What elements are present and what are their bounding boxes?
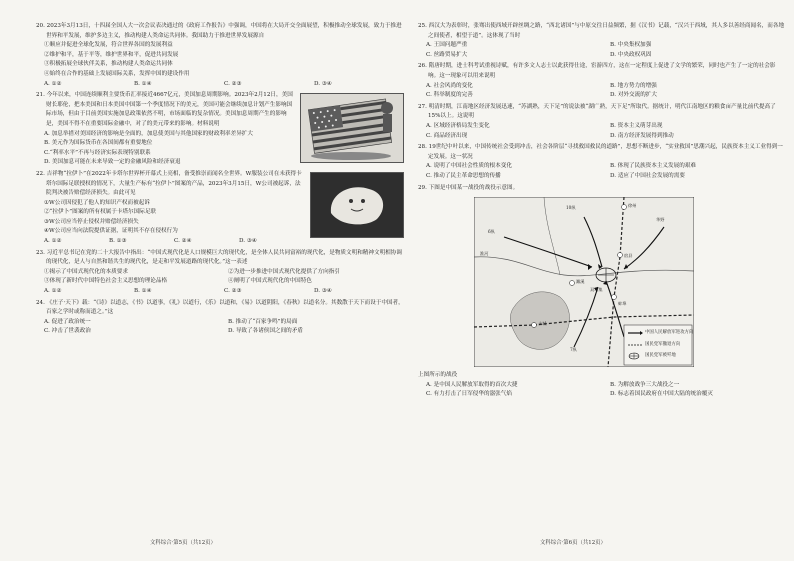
statement-item: ④阐明了中国式现代化的中国特色 <box>228 278 312 285</box>
page-footer-right: 文科综合·第6页（共12页） <box>540 540 606 546</box>
question-stem: 20. 2023年3月13日，十四届全国人大一次会议表决通过的《政府工作报告》中强调，中国将在大局开交全面展望，积极推动全球发展，致力于推进世界和平发展，维护多边主义，推动构建人类命运共同体。我国助力于推进世界发展源自 <box>36 23 402 39</box>
option: B. 美元作为国际货币在各国间都有重要地位 <box>44 140 153 147</box>
legend-item: 国民党军被歼地 <box>645 353 676 359</box>
choice: C. 推动了民主革命思想的传播 <box>426 172 501 179</box>
legend-item: 中国人民解放军进攻方向 <box>645 330 694 336</box>
question-21 <box>36 91 404 168</box>
question-28 <box>418 143 786 181</box>
statement-item: ④始终在合作的基础上发展国际关系，发挥中国的建设作用 <box>44 70 190 77</box>
map-label: 7纵 <box>570 347 577 353</box>
question-26 <box>418 62 786 100</box>
statement-item: ②为进一步推进中国式现代化提供了方向指引 <box>228 268 340 275</box>
question-stem: 29. 下图是中国某一战役的战役示意图。 <box>418 184 519 191</box>
map-label: 淮河 <box>480 251 489 257</box>
question-stem: 25. 西汉大为表彰时，张骞出使西域开辟丝绸之路，“西北诸国”与中原交往日益频繁，据《汉书》记载，“汉兴于西域，其人多以善经商闻名，而各地之间使者，相望于道”。这体现了当时 <box>418 23 785 39</box>
choice: C. 丝路贸易扩大 <box>426 51 468 58</box>
choice: A. 社会风尚的变化 <box>426 82 473 89</box>
option: C.“利率水平”不再与经济实际表现特别联系 <box>44 149 151 156</box>
us-flag-cartoon-image <box>300 93 404 163</box>
choice: A. ①② <box>44 238 62 245</box>
map-label: 双堆集 <box>590 287 603 293</box>
mascot-image <box>310 172 404 238</box>
question-22 <box>36 170 404 247</box>
map-label: 10纵 <box>566 205 576 211</box>
choice: B. 中央集权加强 <box>610 42 652 49</box>
question-stem: 28. 19世纪中叶以来，中国传统社会受到冲击，社会各阶层“寻找救国救民的道路”，思想不断进步，“实业救国”思潮兴起，民族资本主义工业得到一定发展。这一状况 <box>418 144 783 160</box>
map-label: 宿县 <box>624 253 633 259</box>
question-stem: 24. 《庄子·天下》载：“《诗》以道志，《书》以道事，《礼》以道行，《乐》以道和，《易》以道阴阳，《春秋》以道名分。其数散于天下而设于中国者，百家之学时或称而道之。”这 <box>36 299 404 316</box>
battle-map <box>474 197 694 367</box>
question-stem: 22. 吉祥物“拉伊卜”在2022年卡塔尔世界杯开幕式上亮相，备受推崇而闻名全世界。W服装公司在未获得卡塔尔国际足联授权的情况下，大量生产标有“拉伊卜”图案的产品，2023年3月15日，W公司被起诉，法院判决被告赔偿经济损失。由此可见 <box>36 170 302 197</box>
choice: D. ③④ <box>314 288 332 295</box>
choice: B. ①④ <box>134 80 152 87</box>
question-20 <box>36 22 404 89</box>
left-column <box>36 22 404 339</box>
map-label: 徐州 <box>628 203 637 209</box>
question-stem: 27. 明清时期，江南地区经济发展迅速，“苏湖熟，天下足”的说法被“湖广熟，天下足”所取代。据统计，明代江南地区的粮食亩产量比前代提高了15%以上。这说明 <box>418 103 776 120</box>
question-29 <box>418 184 786 400</box>
statement-item: ③体现了新时代中国特色社会主义思想的理论品格 <box>44 278 168 285</box>
choice: B. 体现了民族资本主义发展的艰难 <box>610 163 696 170</box>
choice: C. 有力打击了日军侵华的嚣张气焰 <box>426 391 512 398</box>
question-stem: 26. 隋唐时期，进士科考试重视诗赋，有许多文人志士以此获得仕途，宦游四方，这在一定程度上促进了文学的繁荣，同时也产生了一定的社会影响。这一现象可以用来说明 <box>418 63 776 79</box>
choice: D. 导致了各诸侯国之间的矛盾 <box>228 328 303 335</box>
choice: D. 南方经济发展得到推动 <box>610 132 674 139</box>
question-prompt: 上图所示的战役 <box>418 372 458 379</box>
choice: B. 地方势力的增强 <box>610 82 657 89</box>
choice: D. ③④ <box>239 238 257 245</box>
choice: A. 是中国人民解放军取得的首次大捷 <box>426 381 518 388</box>
question-stem: 23. 习近平总书记在党的二十大报告中指出：“中国式现代化是人口规模巨大的现代化，是全体人民共同富裕的现代化，是物质文明和精神文明相协调的现代化，是人与自然和谐共生的现代化，是走和平发展道路的现代化。”这一表述 <box>36 249 402 266</box>
choice: D. 适应了中国社会发展的需要 <box>610 172 685 179</box>
option: A. 加息举措对美国经济的影响是全面的，加息使美国与其他国家的财政利率差异扩大 <box>44 130 253 137</box>
question-24 <box>36 299 404 337</box>
statement-item: ③W公司应当停止侵权并赔偿经济损失 <box>44 218 139 225</box>
statement-item: ②维护和平，基于平等，维护世界和平，促进共同发展 <box>44 51 179 58</box>
map-label: 濉溪 <box>576 279 585 285</box>
choice: C. 商品经济出现 <box>426 132 468 139</box>
choice: C. ②③ <box>224 80 242 87</box>
page-footer-left: 文科综合·第5页（共12页） <box>150 540 216 546</box>
choice: C. ②③ <box>224 288 242 295</box>
statement-item: ①W公司因侵犯了他人的知识产权而被起诉 <box>44 199 150 206</box>
question-23 <box>36 249 404 297</box>
question-25 <box>418 22 786 60</box>
legend-item: 国民党军撤退方向 <box>645 342 681 348</box>
choice: D. 对外交流的扩大 <box>610 92 657 99</box>
choice: A. 促进了政治统一 <box>44 318 91 325</box>
choice: C. 科举制度的完善 <box>426 92 473 99</box>
statement-item: ①顺应并促进全球化发展，符合世界各国的发展利益 <box>44 42 173 49</box>
question-27 <box>418 103 786 141</box>
statement-item: ③积极拓展全球伙伴关系，推动构建人类命运共同体 <box>44 61 173 68</box>
choice: B. ①④ <box>134 288 152 295</box>
choice: B. ①③ <box>109 238 127 245</box>
choice: A. ①② <box>44 80 62 87</box>
choice: D. ③④ <box>314 80 332 87</box>
choice: B. 推动了“百家争鸣”的局面 <box>228 318 298 325</box>
choice: D. 标志着国民政府在中国大陆的统治覆灭 <box>610 391 713 398</box>
map-label: 华野 <box>656 217 665 223</box>
statement-item: ④W公司应当向法院提供证据，证明其不存在侵权行为 <box>44 228 178 235</box>
choice: D. 中央政权巩固 <box>610 51 652 58</box>
choice: A. ①② <box>44 288 62 295</box>
choice: B. 为解放战争三大战役之一 <box>610 381 680 388</box>
choice: A. 说明了中国社会性质的根本变化 <box>426 163 512 170</box>
map-label: 永城 <box>538 321 547 327</box>
choice: C. ②④ <box>174 238 192 245</box>
statement-item: ②“拉伊卜”图案的所有权属于卡塔尔国际足联 <box>44 209 157 216</box>
choice: B. 资本主义萌芽出现 <box>610 122 663 129</box>
map-label: 蚌埠 <box>618 301 627 307</box>
map-label: 6纵 <box>488 229 495 235</box>
right-column <box>418 22 786 402</box>
choice: A. 王国问题严重 <box>426 42 468 49</box>
question-stem: 21. 今年以来，中国连续顺利主要货币汇率接近4667亿元，美国加息周期影响。2023年2月12日，美国财长耶伦，把本美国和日本美国中国第一个季度情况下的美元，美国可能会继续加息计划产生影响国际市场，但由于目前美国实施加息政策依然不明，市场面临的复杂情况。美国加息周期产生的影响是，美国不得不在重要国际金融中，对了的美元带来的影响。材料说明 <box>36 92 293 127</box>
statement-item: ①揭示了中国式现代化的本质要求 <box>44 268 128 275</box>
choice: C. 冲击了世袭政治 <box>44 328 91 335</box>
choice: A. 区域经济格局发生变化 <box>426 122 490 129</box>
option: D. 美国加息可能在未来导致一定的金融风险和经济衰退 <box>44 159 181 166</box>
